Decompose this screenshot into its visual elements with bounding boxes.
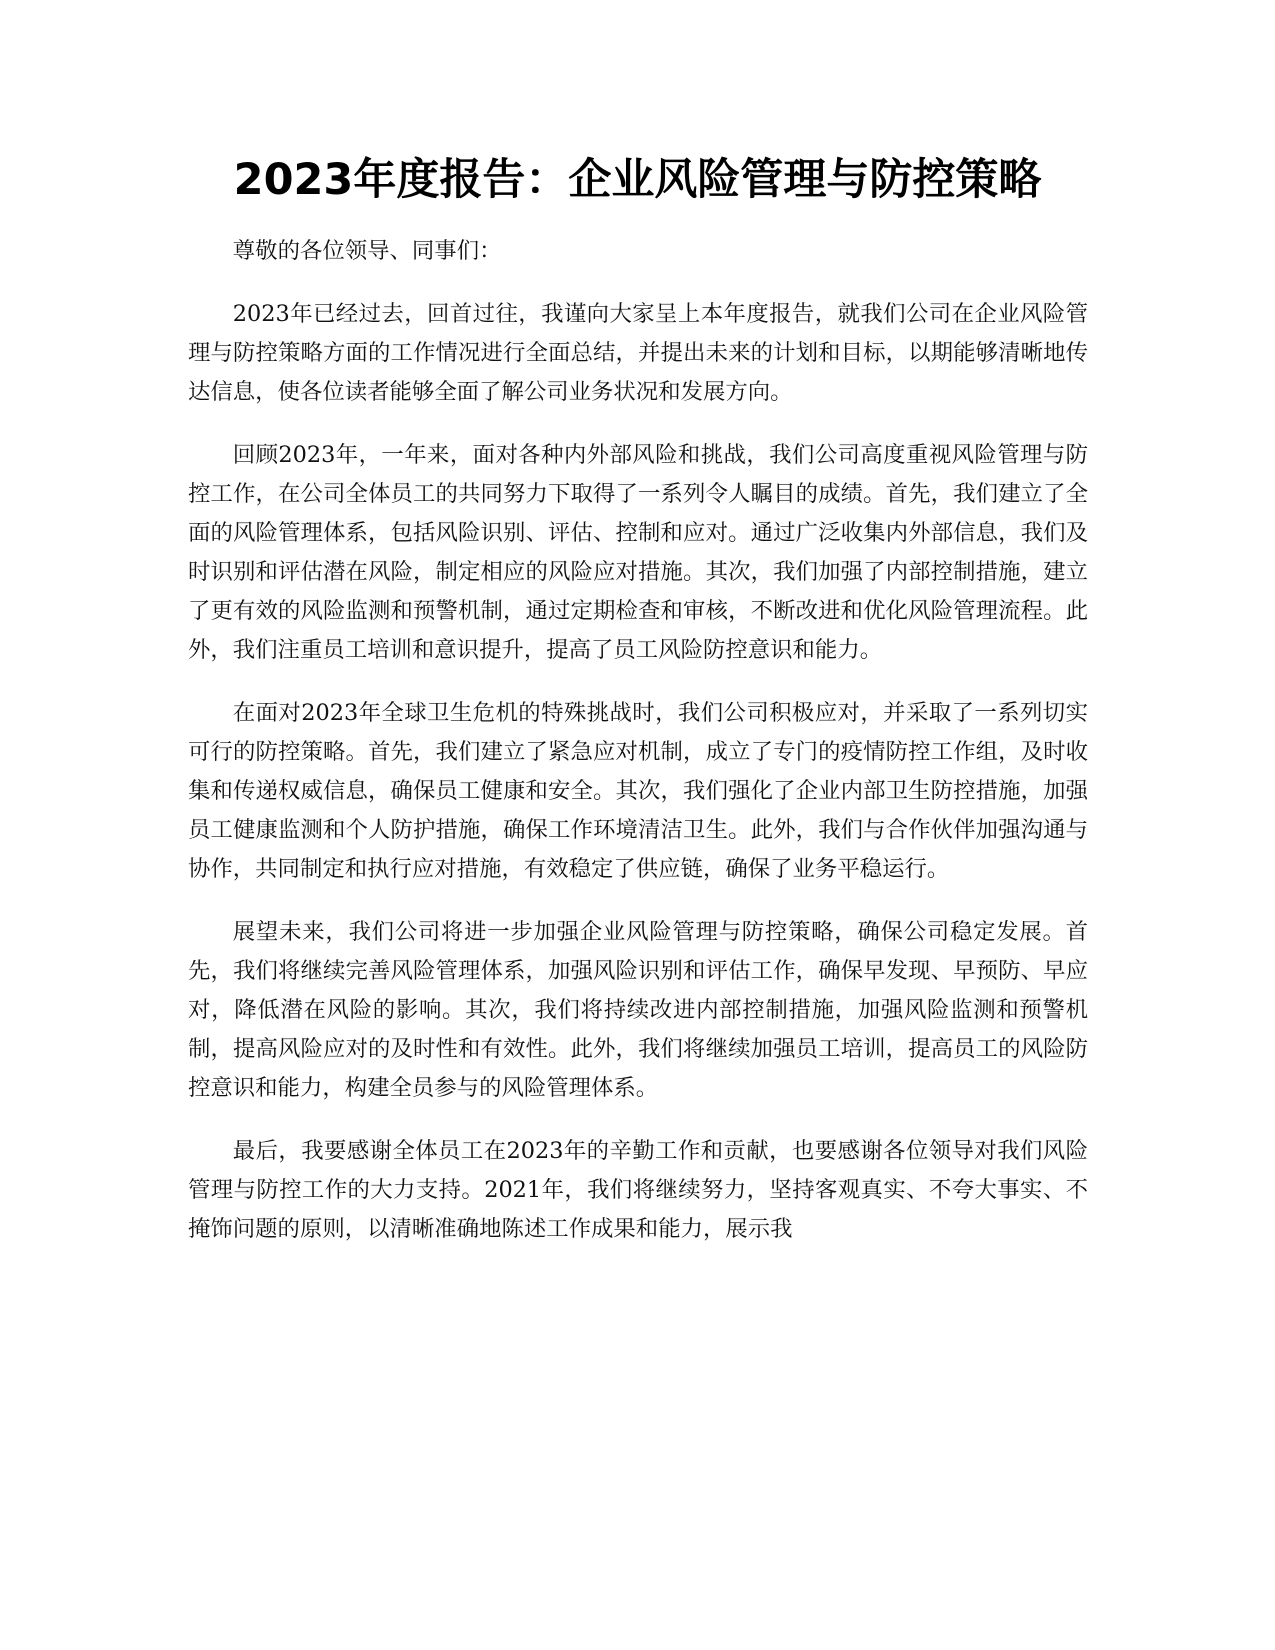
- document-title: 2023年度报告：企业风险管理与防控策略: [233, 155, 1042, 205]
- salutation: 尊敬的各位领导、同事们：: [232, 238, 502, 264]
- paragraph-outlook: 展望未来，我们公司将进一步加强企业风险管理与防控策略，确保公司稳定发展。首先，我们将继续完善风险管理体系，加强风险识别和评估工作，确保早发现、早预防、早应对，降低潜在风险的影响。其次，我们将持续改进内部控制措施，加强风险监测和预警机制，提高风险应对的及时性和有效性。此外，我们将继续加强员工培训，提高员工的风险防控意识和能力，构建全员参与的风险管理体系。: [188, 919, 1088, 1101]
- paragraph-intro: 2023年已经过去，回首过往，我谨向大家呈上本年度报告，就我们公司在企业风险管理与防控策略方面的工作情况进行全面总结，并提出未来的计划和目标，以期能够清晰地传达信息，使各位读者能够全面了解公司业务状况和发展方向。: [188, 301, 1088, 405]
- paragraph-review: 回顾2023年，一年来，面对各种内外部风险和挑战，我们公司高度重视风险管理与防控工作，在公司全体员工的共同努力下取得了一系列令人瞩目的成绩。首先，我们建立了全面的风险管理体系，包括风险识别、评估、控制和应对。通过广泛收集内外部信息，我们及时识别和评估潜在风险，制定相应的风险应对措施。其次，我们加强了内部控制措施，建立了更有效的风险监测和预警机制，通过定期检查和审核，不断改进和优化风险管理流程。此外，我们注重员工培训和意识提升，提高了员工风险防控意识和能力。: [188, 442, 1088, 663]
- document-body: [188, 232, 1088, 1273]
- paragraph-closing: 最后，我要感谢全体员工在2023年的辛勤工作和贡献，也要感谢各位领导对我们风险管理与防控工作的大力支持。2021年，我们将继续努力，坚持客观真实、不夸大事实、不掩饰问题的原则，以清晰准确地陈述工作成果和能力，展示我: [188, 1138, 1088, 1242]
- paragraph-health-crisis: 在面对2023年全球卫生危机的特殊挑战时，我们公司积极应对，并采取了一系列切实可行的防控策略。首先，我们建立了紧急应对机制，成立了专门的疫情防控工作组，及时收集和传递权威信息，确保员工健康和安全。其次，我们强化了企业内部卫生防控措施，加强员工健康监测和个人防护措施，确保工作环境清洁卫生。此外，我们与合作伙伴加强沟通与协作，共同制定和执行应对措施，有效稳定了供应链，确保了业务平稳运行。: [188, 700, 1088, 882]
